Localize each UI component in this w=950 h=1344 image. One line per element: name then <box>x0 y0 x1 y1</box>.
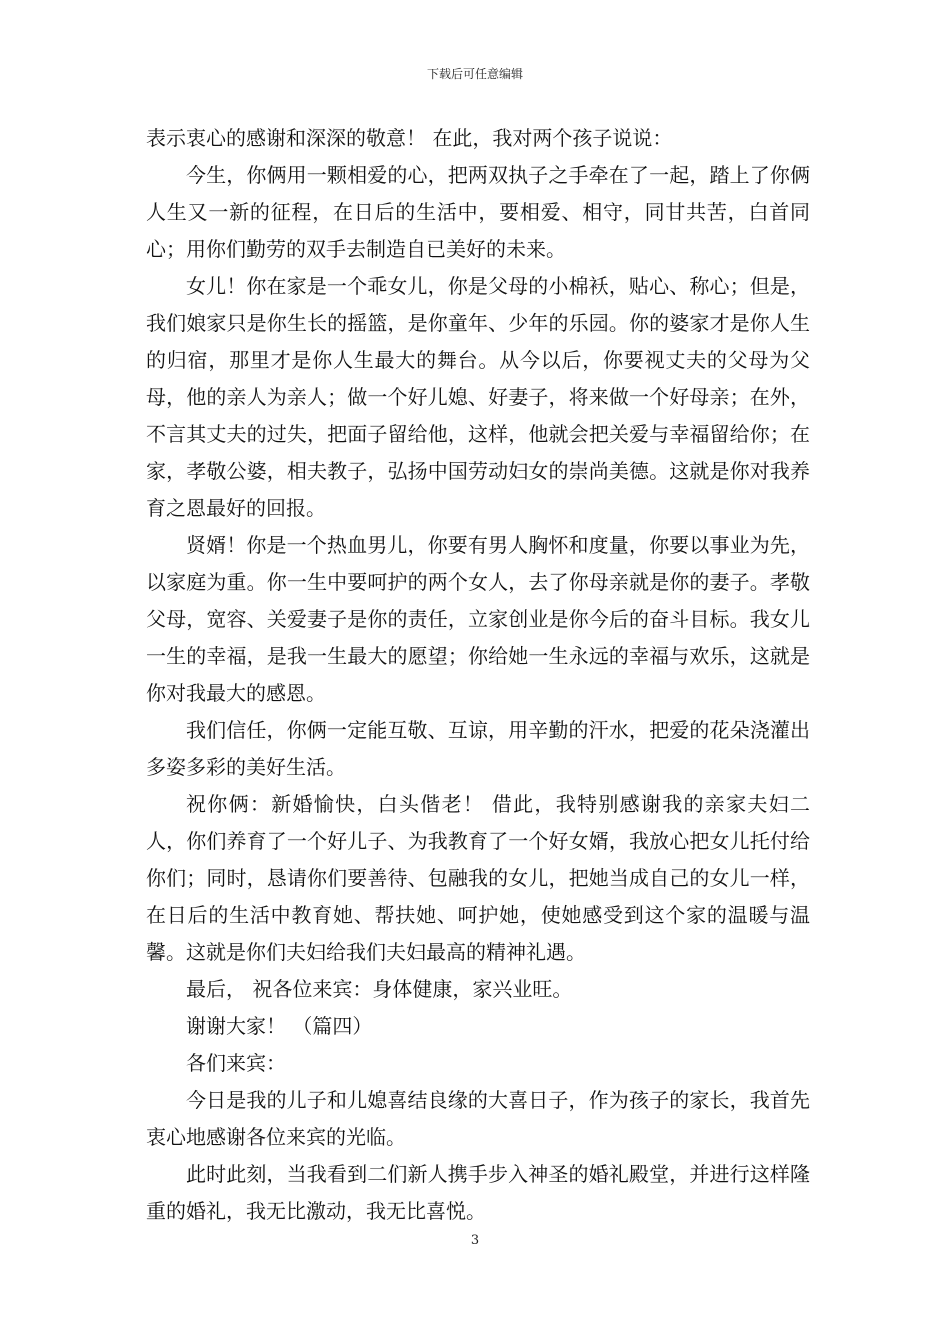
document-body <box>146 120 810 1230</box>
paragraph: 女儿！你在家是一个乖女儿，你是父母的小棉袄，贴心、称心；但是，我们娘家只是你生长的摇篮，是你童年、少年的乐园。你的婆家才是你人生的归宿，那里才是你人生最大的舞台。从今以后，你要视丈夫的父母为父母，他的亲人为亲人；做一个好儿媳、好妻子，将来做一个好母亲；在外，不言其丈夫的过失，把面子留给他，这样，他就会把关爱与幸福留给你；在家，孝敬公婆，相夫教子，弘扬中国劳动妇女的崇尚美德。这就是你对我养育之恩最好的回报。 <box>146 274 810 520</box>
paragraph: 此时此刻，当我看到二们新人携手步入神圣的婚礼殿堂，并进行这样隆重的婚礼，我无比激动，我无比喜悦。 <box>146 1162 810 1223</box>
paragraph: 今生，你俩用一颗相爱的心，把两双执子之手牵在了一起，踏上了你俩人生又一新的征程，在日后的生活中，要相爱、相守，同甘共苦，白首同心；用你们勤劳的双手去制造自已美好的未来。 <box>146 163 810 261</box>
paragraph: 祝你俩：新婚愉快，白头偕老！ 借此，我特别感谢我的亲家夫妇二人，你们养育了一个好儿子、为我教育了一个好女婿，我放心把女儿托付给你们；同时，恳请你们要善待、包融我的女儿，把她当成自己的女儿一样，在日后的生活中教育她、帮扶她、呵护她，使她感受到这个家的温暖与温馨。这就是你们夫妇给我们夫妇最高的精神礼遇。 <box>146 792 810 964</box>
paragraph: 今日是我的儿子和儿媳喜结良缘的大喜日子，作为孩子的家长，我首先衷心地感谢各位来宾的光临。 <box>146 1088 810 1149</box>
paragraph: 我们信任，你俩一定能互敬、互谅，用辛勤的汗水，把爱的花朵浇灌出多姿多彩的美好生活。 <box>146 718 810 779</box>
paragraph: 谢谢大家！ （篇四） <box>186 1014 373 1038</box>
paragraph: 贤婿！你是一个热血男儿，你要有男人胸怀和度量，你要以事业为先，以家庭为重。你一生中要呵护的两个女人，去了你母亲就是你的妻子。孝敬父母，宽容、关爱妻子是你的责任，立家创业是你今后的奋斗目标。我女儿一生的幸福，是我一生最大的愿望；你给她一生永远的幸福与欢乐，这就是你对我最大的感恩。 <box>146 533 810 705</box>
paragraph: 表示衷心的感谢和深深的敬意！ 在此，我对两个孩子说说： <box>146 126 673 150</box>
page-number: 3 <box>470 1233 480 1248</box>
paragraph: 各们来宾： <box>186 1051 286 1075</box>
paragraph: 最后， 祝各位来宾：身体健康，家兴业旺。 <box>186 977 573 1001</box>
page-header: 下载后可任意编辑 <box>426 67 523 81</box>
